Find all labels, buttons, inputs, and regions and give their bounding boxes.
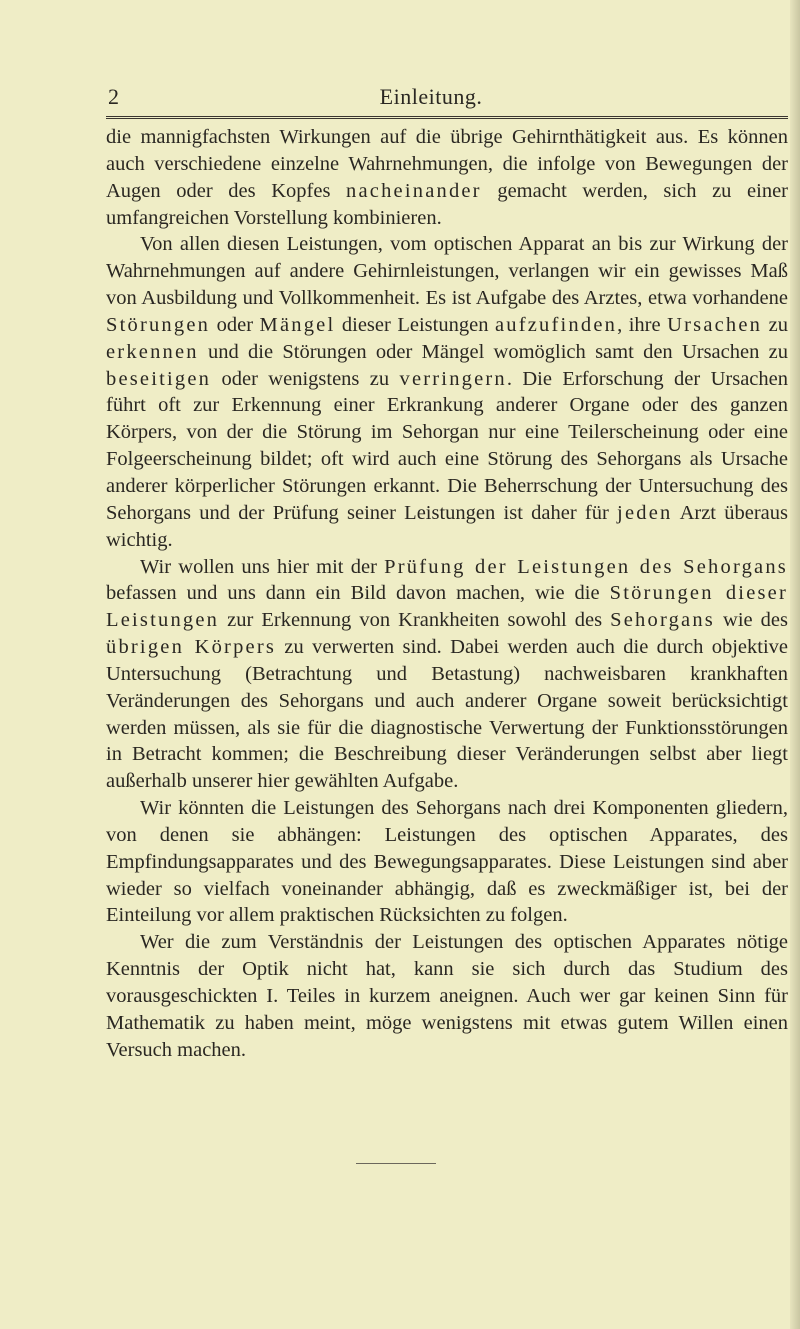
emphasized-text: Mängel <box>259 313 336 336</box>
emphasized-text: aufzufinden <box>494 313 618 336</box>
emphasized-text: erkennen <box>106 340 199 363</box>
text-run: zur Erkennung von Krankheiten sowohl des <box>219 609 611 632</box>
paragraph <box>106 554 788 796</box>
text-run: Wir könnten die Leistungen des Sehorgans nach drei Komponenten gliedern, von denen sie abhängen: Leistungen des optischen Apparates, des Empfindungsapparates und des Bewegungsapparates. Diese Leistungen sind aber wieder so vielfach voneinander abhängig, daß es zweckmäßiger ist, bei der Einteilung vor allem praktischen Rücksichten zu folgen. <box>106 797 788 927</box>
text-run: Arzt überaus wichtig. <box>106 501 788 551</box>
text-run: oder wenigstens zu <box>211 367 400 390</box>
running-head: Einleitung. <box>379 84 483 109</box>
emphasized-text: übrigen Körpers <box>106 636 277 659</box>
text-run: die mannigfachsten Wirkungen auf die übrige Gehirnthätigkeit aus. Es können auch verschiedene einzelne Wahrnehmungen, die infolge von Bewegungen der Augen oder des Kopfes <box>106 126 788 202</box>
body-text <box>106 124 788 1064</box>
emphasized-text: Ursachen <box>667 313 763 336</box>
text-run: Wir wollen uns hier mit der <box>140 555 385 578</box>
text-run: , ihre <box>617 313 668 336</box>
paragraph <box>106 929 788 1063</box>
emphasized-text: nacheinander <box>346 179 482 202</box>
section-end-rule <box>356 1163 436 1164</box>
text-run: oder <box>210 313 260 336</box>
emphasized-text: Prüfung der Leistungen des Sehorgans <box>384 555 788 578</box>
header-rule <box>106 116 788 119</box>
text-run: . Die Erforschung der Ursachen führt oft zur Erkennung einer Erkrankung anderer Organe oder des ganzen Körpers, von der die Störung im Sehorgan nur eine Teilerscheinung oder eine Folgeerscheinung bildet; oft wird auch eine Störung des Sehorgans als Ursache anderer körperlicher Störungen erkannt. Die Beherrschung der Untersuchung des Sehorgans und der Prüfung seiner Leistungen ist daher für <box>106 367 789 524</box>
paragraph <box>106 124 788 231</box>
text-run: Von allen diesen Leistungen, vom optischen Apparat an bis zur Wirkung der Wahrnehmungen auf andere Gehirnleistungen, verlangen wir ein gewisses Maß von Ausbildung und Vollkommenheit. Es ist Aufgabe des Arztes, etwa vorhandene <box>106 233 788 310</box>
text-run: zu <box>762 313 788 336</box>
emphasized-text: jeden <box>617 501 673 524</box>
emphasized-text: Störungen dieser Leistungen <box>106 582 789 632</box>
page-edge-shadow <box>790 0 800 1329</box>
text-run: und die Störungen oder Mängel womöglich samt den Ursachen zu <box>198 340 788 363</box>
emphasized-text: verringern <box>399 367 507 390</box>
text-run: befassen und uns dann ein Bild davon machen, wie die <box>106 582 610 605</box>
emphasized-text: beseitigen <box>106 367 212 390</box>
paragraph <box>106 231 788 553</box>
emphasized-text: Störungen <box>106 313 211 336</box>
page-number: 2 <box>108 84 119 109</box>
text-run: zu verwerten sind. Dabei werden auch die durch objektive Untersuchung (Betrachtung und Betastung) nachweisbaren krankhaften Veränderungen des Sehorgans und auch anderer Organe soweit berücksichtigt werden müssen, als sie für die diagnostische Verwertung der Funktionsstörungen in Betracht kommen; die Beschreibung dieser Veränderungen selbst aber liegt außerhalb unserer hier gewählten Aufgabe. <box>106 636 789 793</box>
page-header <box>0 84 800 114</box>
text-run: gemacht werden, sich zu einer umfangreichen Vorstellung kombinieren. <box>106 179 788 229</box>
emphasized-text: Sehorgans <box>610 609 715 632</box>
paragraph <box>106 795 788 929</box>
text-run: Wer die zum Verständnis der Leistungen des optischen Apparates nötige Kenntnis der Optik nicht hat, kann sie sich durch das Studium des vorausgeschickten I. Teiles in kurzem aneignen. Auch wer gar keinen Sinn für Mathematik zu haben meint, möge wenigstens mit etwas gutem Willen einen Versuch machen. <box>106 931 788 1061</box>
text-run: dieser Leistungen <box>335 313 495 336</box>
text-run: wie des <box>714 609 788 632</box>
